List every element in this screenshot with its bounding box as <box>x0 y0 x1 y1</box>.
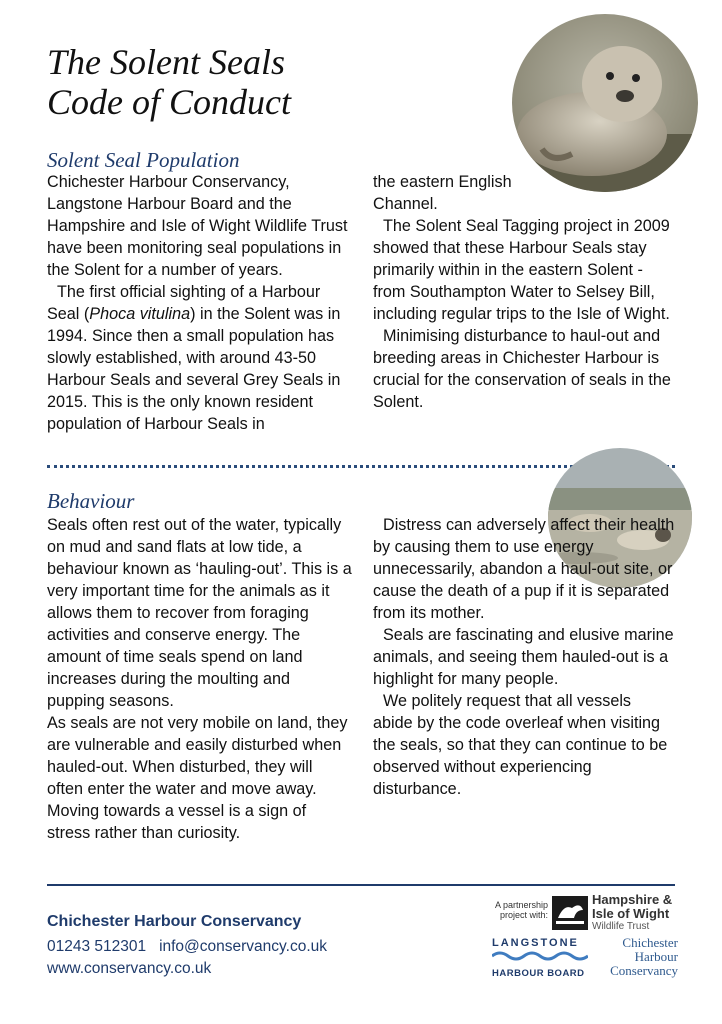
section-heading-population: Solent Seal Population <box>47 148 240 172</box>
footer-email-link[interactable]: info@conservancy.co.uk <box>159 938 328 955</box>
title-line-2: Code of Conduct <box>47 82 291 122</box>
langstone-harbour-board-logo <box>492 937 592 979</box>
footer-contact-line <box>47 938 327 956</box>
seal-photo-top <box>512 14 698 192</box>
langstone-line-1: LANGSTONE <box>492 937 579 949</box>
paragraph: As seals are not very mobile on land, they are vulnerable and easily disturbed when hauled-out. When disturbed, they will often enter the water and move away. Moving towards a vessel is a sign of stress rather than curiosity. <box>47 714 348 842</box>
footer-divider <box>47 884 675 886</box>
hiow-line-2: Isle of Wight <box>592 906 670 921</box>
paragraph: The Solent Seal Tagging project in 2009 showed that these Harbour Seals stay primarily within in the eastern Solent - from Southampton Water to Selsey Bill, including regular trips to the Isle of Wight. <box>373 217 670 323</box>
population-left-column <box>47 171 352 435</box>
wave-icon <box>492 949 588 963</box>
footer-website-link[interactable]: www.conservancy.co.uk <box>47 960 212 977</box>
behaviour-right-column <box>373 514 675 800</box>
behaviour-left-column <box>47 514 352 844</box>
population-right-column <box>373 171 675 413</box>
title-line-1: The Solent Seals <box>47 42 285 82</box>
partnership-label: A partnership project with: <box>494 900 548 920</box>
page-title <box>47 42 291 122</box>
footer-organisation: Chichester Harbour Conservancy <box>47 913 302 930</box>
paragraph: Seals are fascinating and elusive marine animals, and seeing them hauled-out is a highlight for many people. <box>373 626 674 688</box>
paragraph: Distress can adversely affect their health by causing them to use energy unnecessarily, abandon a haul-out site, or cause the death of a pup if it is separated from its mother. <box>373 516 675 622</box>
footer-phone: 01243 512301 <box>47 938 147 955</box>
paragraph: We politely request that all vessels abide by the code overleaf when visiting the seals, so that they can continue to be observed without experiencing disturbance. <box>373 692 668 798</box>
paragraph: Minimising disturbance to haul-out and breeding areas in Chichester Harbour is crucial for the conservation of seals in the Solent. <box>373 327 671 411</box>
paragraph: Chichester Harbour Conservancy, Langstone Harbour Board and the Hampshire and Isle of Wight Wildlife Trust have been monitoring seal populations in the Solent for a number of years. <box>47 173 348 279</box>
paragraph: Seals often rest out of the water, typically on mud and sand flats at low tide, a behaviour known as ‘hauling-out’. This is a very important time for the animals as it allows them to recover from foraging activities and conserve energy. The amount of time seals spend on land increases during the moulting and pupping seasons. <box>47 516 352 710</box>
wildlife-trust-badge-icon <box>552 896 588 930</box>
hiow-line-1: Hampshire & <box>592 892 673 907</box>
hiow-line-3: Wildlife Trust <box>592 921 650 932</box>
hiow-wildlife-trust-logo <box>592 893 682 932</box>
section-heading-behaviour: Behaviour <box>47 489 135 513</box>
chichester-harbour-conservancy-logo: Chichester Harbour Conservancy <box>610 935 678 978</box>
paragraph: The first official sighting of a Harbour Seal (Phoca vitulina) in the Solent was in 1994. Since then a small population has slowly established, with around 43-50 Harbour Seals and several Grey Seals in 2015. This is the only known resident population of Harbour Seals in <box>47 283 341 433</box>
langstone-line-2: HARBOUR BOARD <box>492 968 585 979</box>
paragraph: the eastern English Channel. <box>373 173 512 213</box>
